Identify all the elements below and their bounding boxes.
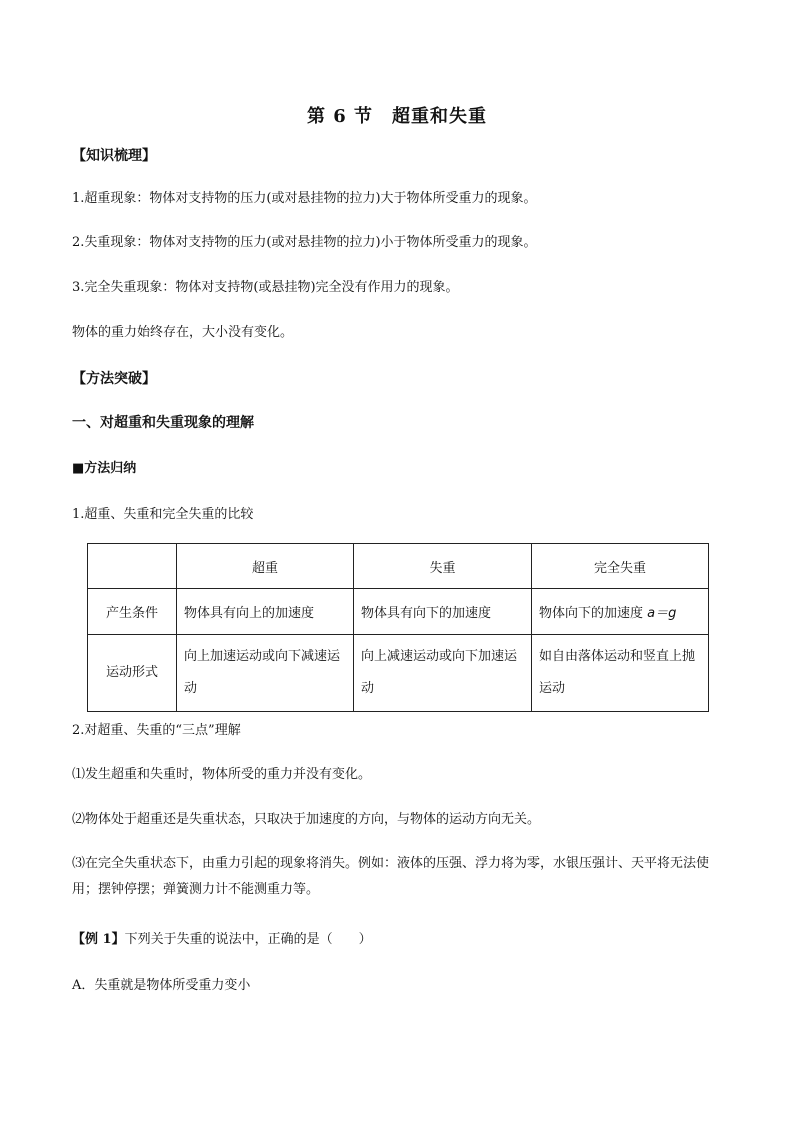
point-1: ⑴发生超重和失重时，物体所受的重力并没有变化。 (72, 767, 372, 782)
topic-one-heading: 一、对超重和失重现象的理解 (72, 415, 254, 431)
point-3: ⑶在完全失重状态下，由重力引起的现象将消失。例如：液体的压强、浮力将为零，水银压强计、天平将无法使用；摆钟停摆；弹簧测力计不能测重力等。 (72, 856, 710, 897)
table-cell: 物体具有向上的加速度 (177, 589, 354, 635)
compare-title: 1.超重、失重和完全失重的比较 (72, 507, 254, 522)
table-header-cell: 超重 (177, 544, 354, 589)
section-method-heading: 【方法突破】 (72, 371, 156, 387)
table-cell: 向上加速运动或向下减速运动 (177, 635, 354, 712)
table-row (88, 589, 709, 635)
example-1 (72, 930, 372, 950)
option-a: A．失重就是物体所受重力变小 (72, 978, 251, 993)
table-cell: 物体具有向下的加速度 (354, 589, 532, 635)
method-summary-label: ■方法归纳 (72, 461, 137, 476)
table-header-cell: 失重 (354, 544, 532, 589)
table-cell: 如自由落体运动和竖直上抛运动 (532, 635, 709, 712)
table-cell (532, 589, 709, 635)
example-tag: 【例 1】 (72, 932, 125, 947)
table-row-label: 运动形式 (88, 635, 177, 712)
table-header-row (88, 544, 709, 589)
table-header-cell (88, 544, 177, 589)
comparison-table (87, 543, 709, 712)
section-knowledge-heading: 【知识梳理】 (72, 148, 156, 164)
table-cell: 向上减速运动或向下加速运动 (354, 635, 532, 712)
table-cell-text: 物体向下的加速度 (539, 606, 648, 621)
example-question: 下列关于失重的说法中，正确的是（ ） (124, 932, 372, 947)
understanding-title: 2.对超重、失重的“三点”理解 (72, 723, 241, 738)
table-header-cell: 完全失重 (532, 544, 709, 589)
knowledge-item-3: 3.完全失重现象：物体对支持物(或悬挂物)完全没有作用力的现象。 (72, 280, 459, 295)
page-title: 第 6 节 超重和失重 (306, 106, 488, 127)
table-row-label: 产生条件 (88, 589, 177, 635)
point-2: ⑵物体处于超重还是失重状态，只取决于加速度的方向，与物体的运动方向无关。 (72, 812, 541, 827)
knowledge-item-1: 1.超重现象：物体对支持物的压力(或对悬挂物的拉力)大于物体所受重力的现象。 (72, 191, 537, 206)
knowledge-item-2: 2.失重现象：物体对支持物的压力(或对悬挂物的拉力)小于物体所受重力的现象。 (72, 235, 537, 250)
table-row (88, 635, 709, 712)
knowledge-note: 物体的重力始终存在，大小没有变化。 (72, 325, 294, 340)
formula-text: a＝g (647, 606, 677, 621)
